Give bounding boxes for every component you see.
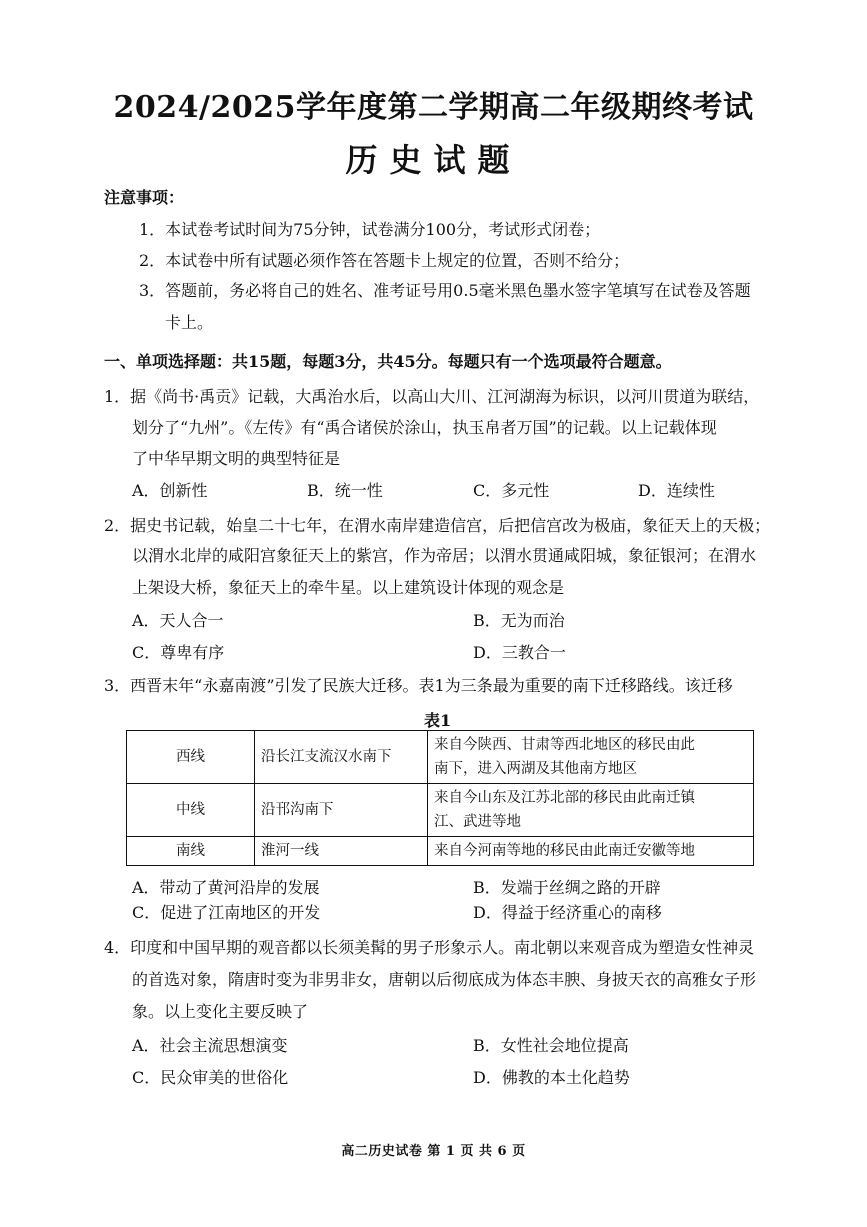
page-footer: 高二历史试卷 第 1 页 共 6 页 (341, 1144, 526, 1159)
table-row (127, 731, 754, 784)
notice-item-1: 1．本试卷考试时间为75分钟，试卷满分100分，考试形式闭卷； (139, 220, 601, 239)
q2-stem-line-1: 2．据史书记载，始皇二十七年，在渭水南岸建造信宫，后把信宫改为极庙，象征天上的天极； (104, 516, 771, 535)
route-desc-line-2: 南下，进入两湖及其他南方地区 (434, 761, 637, 777)
q4-stem-line-3: 象。以上变化主要反映了 (132, 1002, 309, 1021)
route-desc-cell (428, 731, 754, 784)
q4-stem-line-1: 4．印度和中国早期的观音都以长须美髯的男子形象示人。南北朝以来观音成为塑造女性神灵 (104, 938, 755, 957)
table-1-caption: 表1 (424, 711, 452, 730)
route-desc-cell: 来自今河南等地的移民由此南迁安徽等地 (428, 837, 754, 866)
q1-stem-line-2: 划分了“九州”。《左传》有“禹合诸侯於涂山，执玉帛者万国”的记载。以上记载体现 (132, 418, 717, 437)
q2-stem-line-2: 以渭水北岸的咸阳宫象征天上的紫宫，作为帝居；以渭水贯通咸阳城，象征银河；在渭水 (132, 546, 757, 565)
q3-stem-line-1: 3．西晋末年“永嘉南渡”引发了民族大迁移。表1为三条最为重要的南下迁移路线。该迁移 (104, 676, 733, 695)
section-1-heading: 一、单项选择题：共15题，每题3分，共45分。每题只有一个选项最符合题意。 (104, 352, 672, 371)
q4-option-d: D．佛教的本土化趋势 (473, 1068, 630, 1087)
route-desc-line-2: 江、武进等地 (434, 814, 521, 830)
q2-option-a: A．天人合一 (132, 611, 224, 630)
q1-option-c: C．多元性 (473, 481, 550, 500)
route-desc-line-1: 来自今山东及江苏北部的移民由此南迁镇 (434, 790, 695, 806)
notice-heading: 注意事项： (104, 188, 185, 207)
route-name-cell: 南线 (127, 837, 255, 866)
q3-option-a: A．带动了黄河沿岸的发展 (132, 878, 320, 897)
q1-stem-line-3: 了中华早期文明的典型特征是 (132, 449, 341, 468)
q3-option-d: D．得益于经济重心的南移 (473, 903, 662, 922)
route-path-cell: 淮河一线 (255, 837, 428, 866)
q3-option-b: B．发端于丝绸之路的开辟 (473, 878, 661, 897)
q2-stem-line-3: 上架设大桥，象征天上的牵牛星。以上建筑设计体现的观念是 (132, 578, 565, 597)
q2-option-c: C．尊卑有序 (132, 643, 225, 662)
q4-stem-line-2: 的首选对象，隋唐时变为非男非女，唐朝以后彻底成为体态丰腴、身披天衣的高雅女子形 (132, 970, 757, 989)
notice-item-2: 2．本试卷中所有试题必须作答在答题卡上规定的位置，否则不给分； (139, 251, 630, 270)
exam-title: 2024/2025学年度第二学期高二年级期终考试 (113, 90, 754, 125)
route-name-cell: 中线 (127, 784, 255, 837)
table-row (127, 784, 754, 837)
migration-routes-table (126, 730, 754, 866)
q1-option-b: B．统一性 (307, 481, 383, 500)
notice-item-3-line-1: 3．答题前，务必将自己的姓名、准考证号用0.5毫米黑色墨水签字笔填写在试卷及答题 (139, 281, 751, 300)
route-name-cell: 西线 (127, 731, 255, 784)
q3-option-c: C．促进了江南地区的开发 (132, 903, 321, 922)
notice-item-3-line-2: 卡上。 (165, 313, 214, 332)
q1-stem-line-1: 1．据《尚书·禹贡》记载，大禹治水后，以高山大川、江河湖海为标识，以河川贯道为联结， (104, 387, 760, 406)
subject-title: 历史试题 (345, 141, 522, 179)
route-path-cell: 沿长江支流汉水南下 (255, 731, 428, 784)
q1-option-a: A．创新性 (132, 481, 208, 500)
q1-option-d: D．连续性 (638, 481, 715, 500)
q2-option-b: B．无为而治 (473, 611, 565, 630)
q2-option-d: D．三教合一 (473, 643, 566, 662)
q4-option-c: C．民众审美的世俗化 (132, 1068, 289, 1087)
q4-option-b: B．女性社会地位提高 (473, 1036, 629, 1055)
table-row (127, 837, 754, 866)
route-path-cell: 沿邗沟南下 (255, 784, 428, 837)
route-desc-cell (428, 784, 754, 837)
q4-option-a: A．社会主流思想演变 (132, 1036, 288, 1055)
route-desc-line-1: 来自今陕西、甘肃等西北地区的移民由此 (434, 737, 695, 753)
